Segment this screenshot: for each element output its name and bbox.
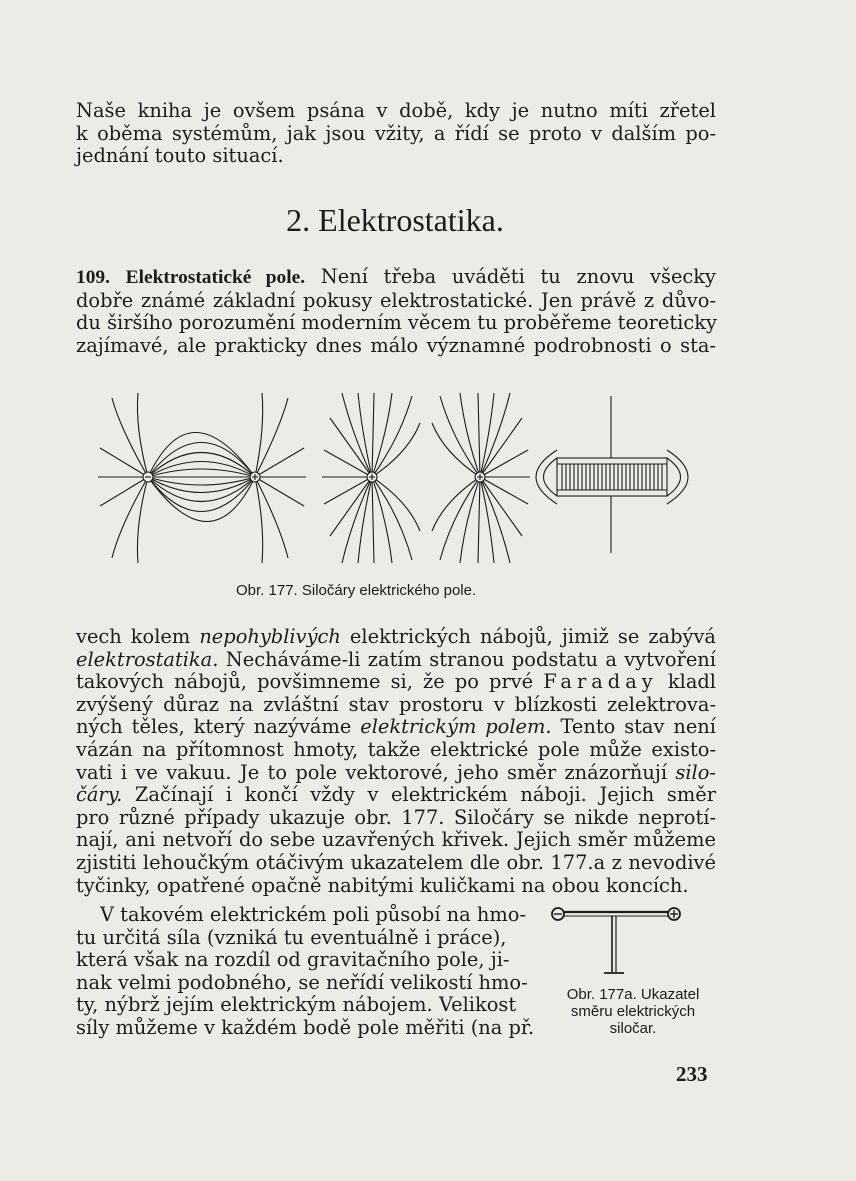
- like-charges-field: [322, 393, 530, 563]
- intro-line-1: Naše kniha je ovšem psána v době, kdy je nutno míti zřetel: [76, 99, 716, 122]
- section-line-2: dobře známé základní pokusy elektrostatické. Jen právě z důvo-: [76, 288, 716, 312]
- closing-line-1: V takovém elektrickém poli působí na hmo-: [100, 903, 526, 926]
- figure-177a-caption-line-1: Obr. 177a. Ukazatel: [566, 986, 700, 1003]
- section-line-1: [76, 266, 716, 290]
- body-line-12: tyčinky, opatřené opačně nabitými kuličkami na obou koncích.: [76, 873, 689, 897]
- closing-line-3: která však na rozdíl od gravitačního pole, ji-: [76, 948, 510, 972]
- section-line-3: du širšího porozumění moderním věcem tu proběřeme teoreticky: [76, 311, 717, 335]
- closing-line-4: nak velmi podobného, se neřídí velikostí hmo-: [76, 970, 528, 994]
- section-paragraph: [76, 266, 716, 357]
- figure-177-field-lines: [90, 388, 790, 578]
- capacitor-field: [536, 396, 688, 553]
- body-line-4: zvýšený důraz na zvláštní stav prostoru v blízkosti zelektrova-: [76, 692, 716, 716]
- body-line-10: nají, ani netvoří do sebe uzavřených křivek. Jejich směr můžeme: [76, 828, 716, 852]
- closing-line-5: ty, nýbrž jejím elektrickým nábojem. Velikost: [76, 993, 517, 1017]
- body-line-9: pro různé případy ukazuje obr. 177. Siločáry se nikde neprotí-: [76, 805, 716, 829]
- section-line-4: zajímavé, ale prakticky dnes málo významné podrobnosti o sta-: [76, 333, 716, 357]
- body-line-8: [76, 784, 716, 807]
- body-paragraph: [76, 626, 716, 897]
- chapter-title: 2. Elektrostatika.: [286, 202, 504, 238]
- section-number: 109.: [76, 267, 110, 288]
- body-line-5: [76, 716, 716, 739]
- body-line-7: [76, 762, 716, 785]
- body-line-2: [76, 649, 716, 672]
- body-text: takových nábojů, povšimneme si, že po prvé: [76, 670, 534, 694]
- body-text: elektrických nábojů, jimiž se zabývá: [340, 625, 716, 648]
- page-number: 233: [676, 1062, 708, 1086]
- dipole-field: [98, 393, 306, 563]
- body-text: Začínají i končí vždy v elektrickém náboji. Jejich směr: [122, 783, 716, 807]
- closing-paragraph: [76, 903, 535, 1040]
- body-text: kladl: [657, 670, 716, 694]
- section-title: Elektrostatické pole.: [125, 267, 306, 288]
- body-text: ných těles, který nazýváme: [76, 715, 361, 739]
- section-text-1: Není třeba uváděti tu znovu všecky: [320, 265, 716, 288]
- body-line-3: [76, 671, 716, 694]
- faraday-name: Faraday: [543, 670, 658, 694]
- body-emphasis: elektrickým polem.: [360, 715, 552, 739]
- intro-paragraph: [76, 100, 716, 168]
- figure-177a-caption-line-3: siločar.: [609, 1020, 657, 1037]
- body-emphasis: čáry.: [76, 783, 123, 807]
- closing-line-2: tu určitá síla (vzniká tu eventuálně i práce),: [76, 925, 507, 949]
- body-emphasis: elektrostatika.: [76, 647, 219, 671]
- body-line-1: [76, 626, 716, 649]
- body-text: Tento stav není: [551, 715, 716, 739]
- body-text: Necháváme-li zatím stranou podstatu a vytvoření: [218, 647, 716, 671]
- body-line-11: zjistiti lehoučkým otáčivým ukazatelem dle obr. 177.a z nevodivé: [76, 850, 716, 874]
- figure-177a-caption-line-2: směru elektrických: [570, 1003, 696, 1020]
- figure-177-caption: Obr. 177. Siločáry elektrického pole.: [236, 582, 477, 599]
- figure-177a-indicator: [546, 900, 686, 980]
- intro-line-3: jednání touto situací.: [76, 144, 284, 168]
- body-text: vati i ve vakuu. Je to pole vektorové, jeho směr znázorňují: [76, 760, 676, 784]
- body-emphasis: nepohyblivých: [199, 625, 341, 648]
- figure-177a-caption: [538, 986, 728, 1037]
- body-emphasis: silo-: [675, 760, 716, 784]
- intro-line-2: k oběma systémům, jak jsou vžity, a řídí se proto v dalším po-: [76, 121, 716, 145]
- body-line-6: vázán na přítomnost hmoty, takže elektrické pole může existo-: [76, 737, 716, 761]
- body-text: vech kolem: [76, 625, 200, 648]
- closing-line-6: síly můžeme v každém bodě pole měřiti (na př.: [76, 1015, 535, 1039]
